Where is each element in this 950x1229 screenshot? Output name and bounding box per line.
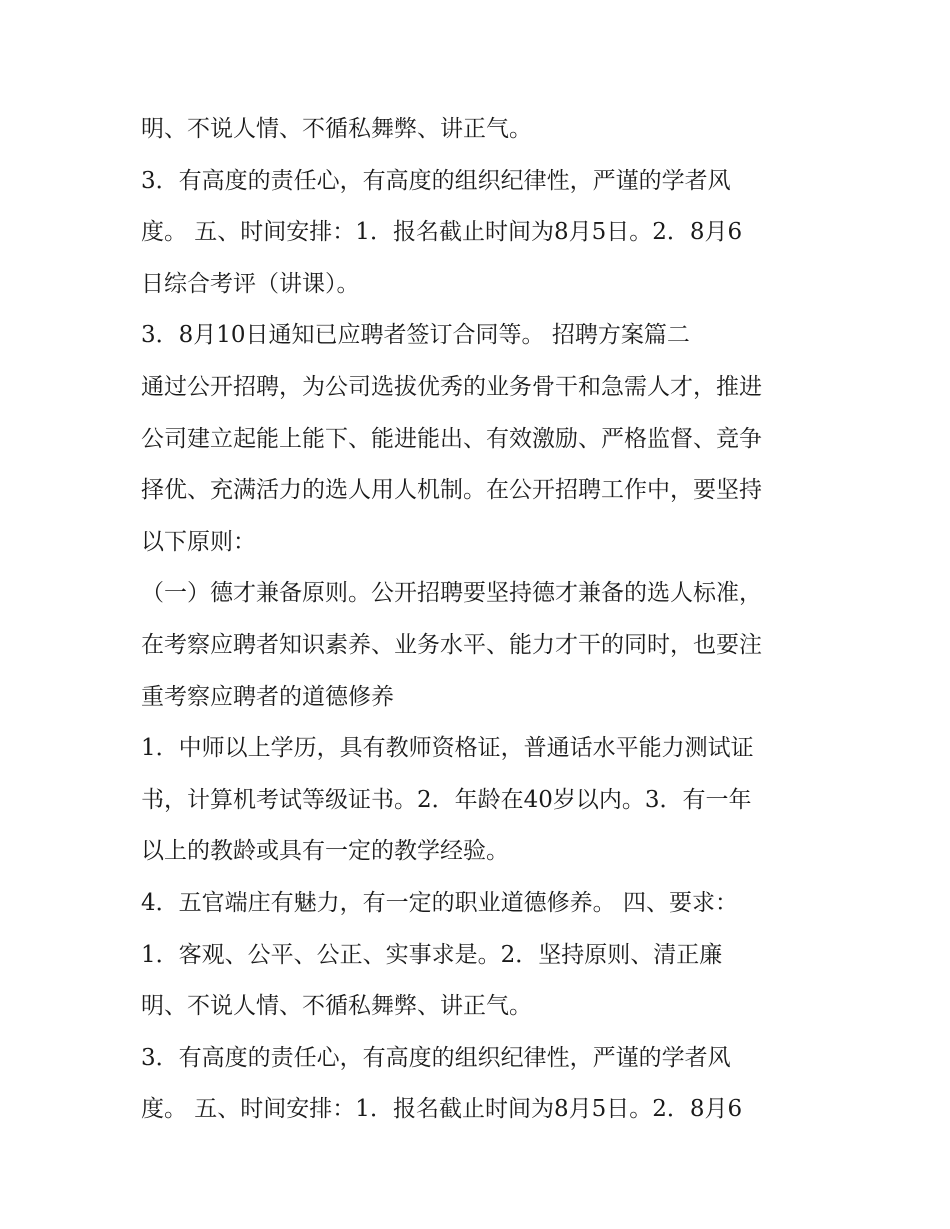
text-line: 在考察应聘者知识素养、业务水平、能力才干的同时，也要注 [141, 631, 762, 658]
text-line: 公司建立起能上能下、能进能出、有效激励、严格监督、竞争 [141, 425, 762, 452]
text-line: 度。 五、时间安排：1．报名截止时间为8月5日。2．8月6 [141, 1096, 743, 1123]
text-line: 1．客观、公平、公正、实事求是。2．坚持原则、清正廉 [141, 941, 723, 968]
text-line: 明、不说人情、不循私舞弊、讲正气。 [141, 116, 532, 142]
text-line: 择优、充满活力的选人用人机制。在公开招聘工作中，要坚持 [141, 477, 762, 504]
text-line: 4．五官端庄有魅力，有一定的职业道德修养。 四、要求： [141, 889, 738, 916]
text-line: 明、不说人情、不循私舞弊、讲正气。 [141, 993, 532, 1020]
text-line: 通过公开招聘，为公司选拔优秀的业务骨干和急需人才，推进 [141, 373, 762, 400]
text-line: （一）德才兼备原则。公开招聘要坚持德才兼备的选人标准， [141, 580, 762, 607]
text-line: 以上的教龄或具有一定的教学经验。 [141, 838, 509, 865]
text-line: 日综合考评（讲课）。 [141, 270, 360, 297]
text-line: 3．8月10日通知已应聘者签订合同等。 招聘方案篇二 [141, 322, 690, 349]
text-line: 3．有高度的责任心，有高度的组织纪律性，严谨的学者风 [141, 167, 731, 194]
document-body [141, 109, 821, 1141]
text-line: 重考察应聘者的道德修养 [141, 683, 394, 710]
text-line: 以下原则： [141, 528, 256, 555]
text-line: 度。 五、时间安排：1．报名截止时间为8月5日。2．8月6 [141, 219, 743, 246]
text-line: 3．有高度的责任心，有高度的组织纪律性，严谨的学者风 [141, 1044, 731, 1071]
text-line: 1．中师以上学历，具有教师资格证，普通话水平能力测试证 [141, 735, 754, 762]
text-line: 书，计算机考试等级证书。2．年龄在40岁以内。3．有一年 [141, 786, 752, 813]
